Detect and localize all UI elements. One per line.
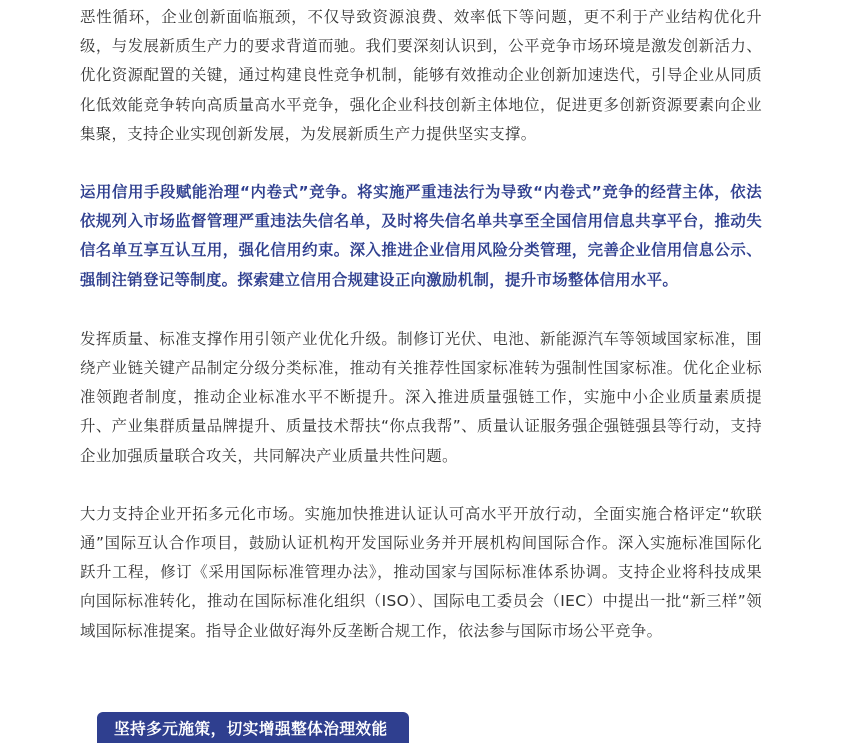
paragraph-innovation: 恶性循环，企业创新面临瓶颈，不仅导致资源浪费、效率低下等问题，更不利于产业结构优化升级，与发展新质生产力的要求背道而驰。我们要深刻认识到，公平竞争市场环境是激发创新活力、优化资源配置的关键，通过构建良性竞争机制，能够有效推动企业创新加速迭代，引导企业从同质化低效能竞争转向高质量高水平竞争，强化企业科技创新主体地位，促进更多创新资源要素向企业集聚，支持企业实现创新发展，为发展新质生产力提供坚实支撑。: [80, 8, 762, 143]
paragraph-credit-governance: 运用信用手段赋能治理“内卷式”竞争。将实施严重违法行为导致“内卷式”竞争的经营主体，依法依规列入市场监督管理严重违法失信名单，及时将失信名单共享至全国信用信息共享平台，推动失信名单互享互认互用，强化信用约束。深入推进企业信用风险分类管理，完善企业信用信息公示、强制注销登记等制度。探索建立信用合规建设正向激励机制，提升市场整体信用水平。: [80, 183, 762, 289]
paragraph-diversified-markets: 大力支持企业开拓多元化市场。实施加快推进认证认可高水平开放行动，全面实施合格评定“软联通”国际互认合作项目，鼓励认证机构开发国际业务并开展机构间国际合作。深入实施标准国际化跃升工程，修订《采用国际标准管理办法》，推动国家与国际标准体系协调。支持企业将科技成果向国际标准转化，推动在国际标准化组织（ISO）、国际电工委员会（IEC）中提出一批“新三样”领域国际标准提案。指导企业做好海外反垄断合规工作，依法参与国际市场公平竞争。: [80, 504, 762, 640]
section-header: [97, 712, 409, 743]
paragraph-quality-standards: 发挥质量、标准支撑作用引领产业优化升级。制修订光伏、电池、新能源汽车等领域国家标准，围绕产业链关键产品制定分级分类标准，推动有关推荐性国家标准转为强制性国家标准。优化企业标准领跑者制度，推动企业标准水平不断提升。深入推进质量强链工作，实施中小企业质量素质提升、产业集群质量品牌提升、质量技术帮扶“你点我帮”、质量认证服务强企强链强县等行动，支持企业加强质量联合攻关，共同解决产业质量共性问题。: [80, 329, 762, 465]
section-header-title: 坚持多元施策，切实增强整体治理效能: [114, 719, 388, 738]
